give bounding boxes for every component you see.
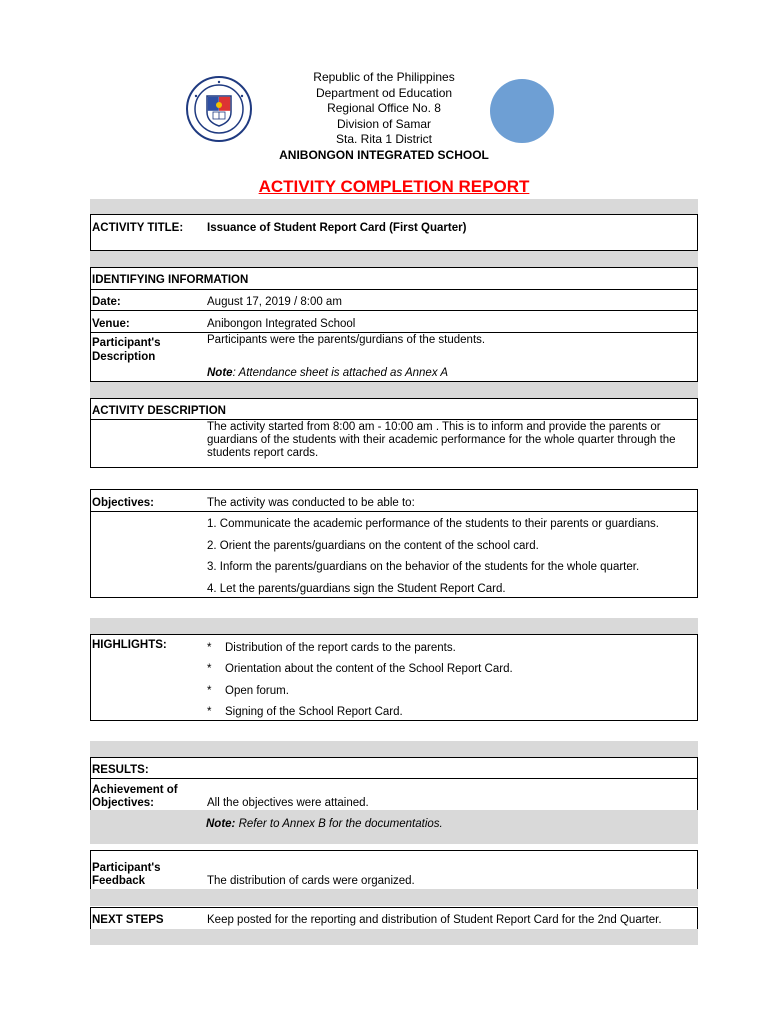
- identifying-information-heading: IDENTIFYING INFORMATION: [92, 274, 249, 286]
- activity-title-value: Issuance of Student Report Card (First Quarter): [207, 222, 467, 234]
- section-band: [90, 251, 698, 267]
- documentation-note: Note: Refer to Annex B for the documentatios.: [206, 818, 443, 830]
- results-box: [90, 757, 698, 812]
- bullet-icon: *: [207, 685, 212, 697]
- venue-value: Anibongon Integrated School: [207, 318, 356, 330]
- highlight-item: Open forum.: [225, 685, 289, 697]
- highlight-item: Signing of the School Report Card.: [225, 706, 403, 718]
- highlights-label: HIGHLIGHTS:: [92, 639, 167, 651]
- participant-feedback-value: The distribution of cards were organized.: [207, 875, 415, 887]
- bullet-icon: *: [207, 663, 212, 675]
- activity-description-line: students report cards.: [207, 447, 319, 459]
- objectives-label: Objectives:: [92, 497, 154, 509]
- venue-label: Venue:: [92, 318, 130, 330]
- date-label: Date:: [92, 296, 121, 308]
- header-line-region: Regional Office No. 8: [327, 101, 441, 115]
- header-line-department: Department od Education: [315, 86, 453, 100]
- objective-item: 4. Let the parents/guardians sign the Student Report Card.: [207, 583, 506, 595]
- next-steps-box: [90, 907, 698, 930]
- achievement-label-line2: Objectives:: [92, 797, 154, 809]
- highlight-item: Distribution of the report cards to the parents.: [225, 642, 456, 654]
- section-band: [90, 199, 698, 215]
- bullet-icon: *: [207, 706, 212, 718]
- participant-feedback-box: [90, 850, 698, 890]
- objective-item: 2. Orient the parents/guardians on the content of the school card.: [207, 540, 539, 552]
- identifying-information-box: [90, 267, 698, 382]
- section-band: [90, 741, 698, 757]
- objectives-intro: The activity was conducted to be able to:: [207, 497, 415, 509]
- section-band: [90, 382, 698, 398]
- activity-description-line: The activity started from 8:00 am - 10:00 am . This is to inform and provide the parents or: [207, 421, 661, 433]
- participant-feedback-label-line1: Participant's: [92, 862, 161, 874]
- header-line-republic: Republic of the Philippines: [313, 70, 455, 84]
- next-steps-label: NEXT STEPS: [92, 914, 164, 926]
- objectives-box: [90, 489, 698, 598]
- date-value: August 17, 2019 / 8:00 am: [207, 296, 342, 308]
- participant-description-label-line2: Description: [92, 351, 156, 363]
- activity-description-line: guardians of the students with their academic performance for the whole quarter through the: [207, 434, 676, 446]
- achievement-value: All the objectives were attained.: [207, 797, 369, 809]
- objective-item: 1. Communicate the academic performance of the students to their parents or guardians.: [207, 518, 659, 530]
- objective-item: 3. Inform the parents/guardians on the behavior of the students for the whole quarter.: [207, 561, 640, 573]
- highlights-box: [90, 634, 698, 721]
- header-line-district: Sta. Rita 1 District: [335, 132, 433, 146]
- results-heading: RESULTS:: [92, 764, 149, 776]
- attendance-note: Note: Attendance sheet is attached as Annex A: [207, 367, 449, 379]
- school-name: ANIBONGON INTEGRATED SCHOOL: [279, 148, 489, 162]
- activity-description-box: [90, 398, 698, 468]
- bullet-icon: *: [207, 642, 212, 654]
- section-band: [90, 889, 698, 906]
- header-line-division: Division of Samar: [336, 117, 432, 131]
- next-steps-value: Keep posted for the reporting and distribution of Student Report Card for the 2nd Quarter.: [207, 914, 662, 926]
- activity-title-box: [90, 214, 698, 251]
- participant-description-value: Participants were the parents/gurdians of the students.: [207, 334, 486, 346]
- achievement-label-line1: Achievement of: [92, 784, 178, 796]
- highlight-item: Orientation about the content of the School Report Card.: [225, 663, 513, 675]
- school-logo-placeholder-circle: [490, 79, 554, 143]
- activity-title-label: ACTIVITY TITLE:: [92, 222, 184, 234]
- section-band: [90, 929, 698, 945]
- participant-description-label-line1: Participant's: [92, 337, 161, 349]
- participant-feedback-label-line2: Feedback: [92, 875, 146, 887]
- section-band: [90, 618, 698, 634]
- report-title: ACTIVITY COMPLETION REPORT: [258, 177, 530, 196]
- activity-description-heading: ACTIVITY DESCRIPTION: [92, 405, 226, 417]
